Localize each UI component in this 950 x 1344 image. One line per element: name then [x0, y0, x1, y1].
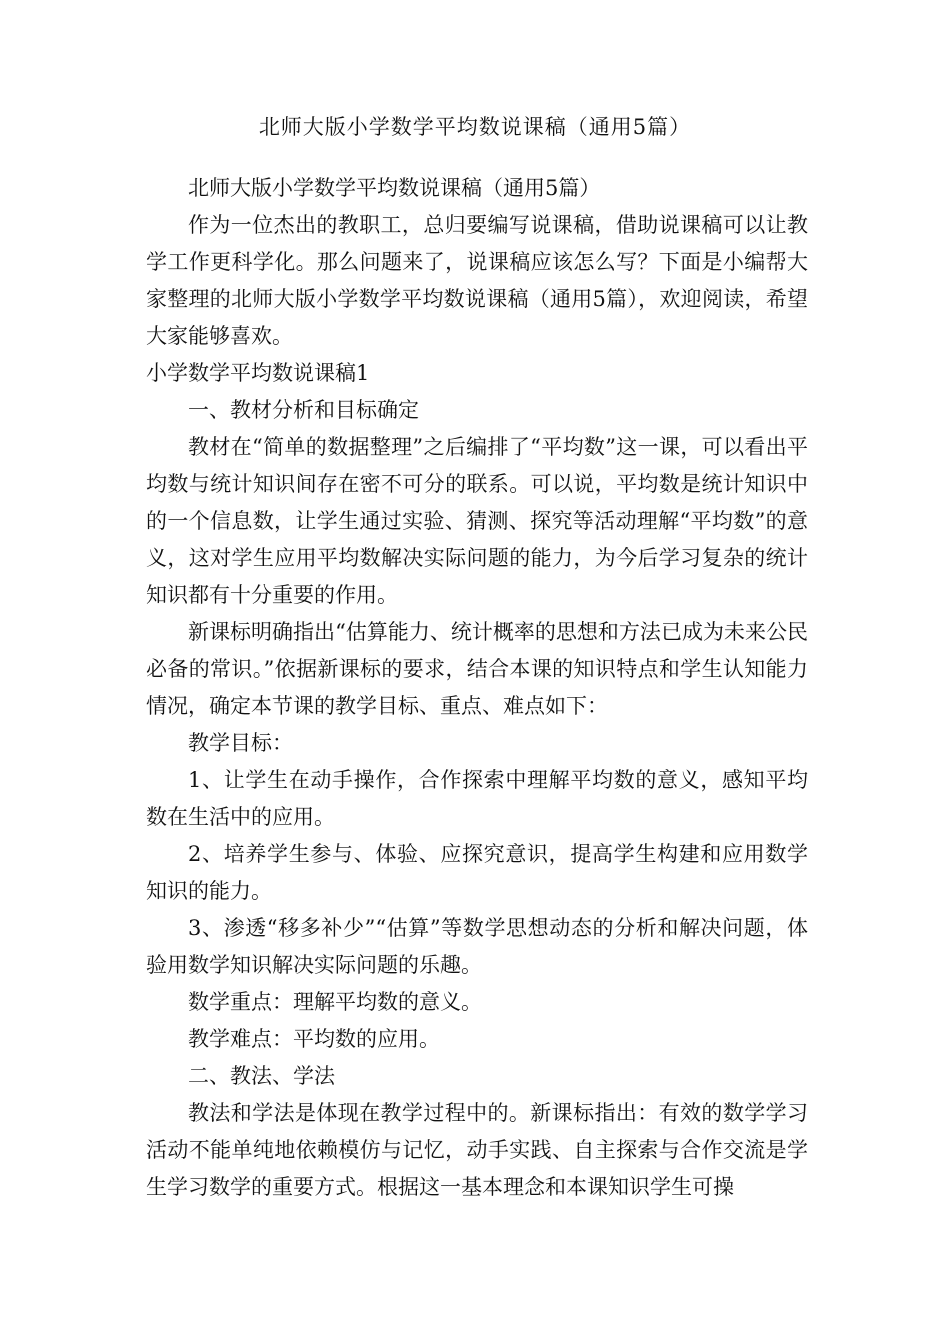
section-heading: 小学数学平均数说课稿1: [146, 361, 370, 385]
body-paragraph: 教法和学法是体现在教学过程中的。新课标指出：有效的数学学习活动不能单纯地依赖模仿与记忆，动手实践、自主探索与合作交流是学生学习数学的重要方式。根据这一基本理念和本课知识学生可操: [146, 1101, 808, 1199]
body-paragraph: 教材在“简单的数据整理”之后编排了“平均数”这一课，可以看出平均数与统计知识间存在密不可分的联系。可以说，平均数是统计知识中的一个信息数，让学生通过实验、猜测、探究等活动理解“平均数”的意义，这对学生应用平均数解决实际问题的能力，为今后学习复杂的统计知识都有十分重要的作用。: [146, 435, 808, 607]
intro-paragraph: 作为一位杰出的教职工，总归要编写说课稿，借助说课稿可以让教学工作更科学化。那么问题来了，说课稿应该怎么写？下面是小编帮大家整理的北师大版小学数学平均数说课稿（通用5篇），欢迎阅读，希望大家能够喜欢。: [146, 213, 808, 348]
document-title: 北师大版小学数学平均数说课稿（通用5篇）: [258, 115, 692, 139]
subsection-heading: 二、教法、学法: [188, 1064, 335, 1088]
document-body: [146, 170, 808, 1206]
difficulty-point: 教学难点：平均数的应用。: [188, 1027, 440, 1051]
subsection-heading: 一、教材分析和目标确定: [188, 398, 419, 422]
objective-item: 3、渗透“移多补少”“估算”等数学思想动态的分析和解决问题，体验用数学知识解决实际问题的乐趣。: [146, 916, 808, 977]
objective-item: 1、让学生在动手操作，合作探索中理解平均数的意义，感知平均数在生活中的应用。: [146, 768, 808, 829]
subtitle-paragraph: 北师大版小学数学平均数说课稿（通用5篇）: [188, 176, 601, 200]
objective-item: 2、培养学生参与、体验、应探究意识，提高学生构建和应用数学知识的能力。: [146, 842, 808, 903]
key-point: 数学重点：理解平均数的意义。: [188, 990, 482, 1014]
body-paragraph: 新课标明确指出“估算能力、统计概率的思想和方法已成为未来公民必备的常识。”依据新课标的要求，结合本课的知识特点和学生认知能力情况，确定本节课的教学目标、重点、难点如下：: [146, 620, 808, 718]
objectives-heading: 教学目标：: [188, 731, 293, 755]
